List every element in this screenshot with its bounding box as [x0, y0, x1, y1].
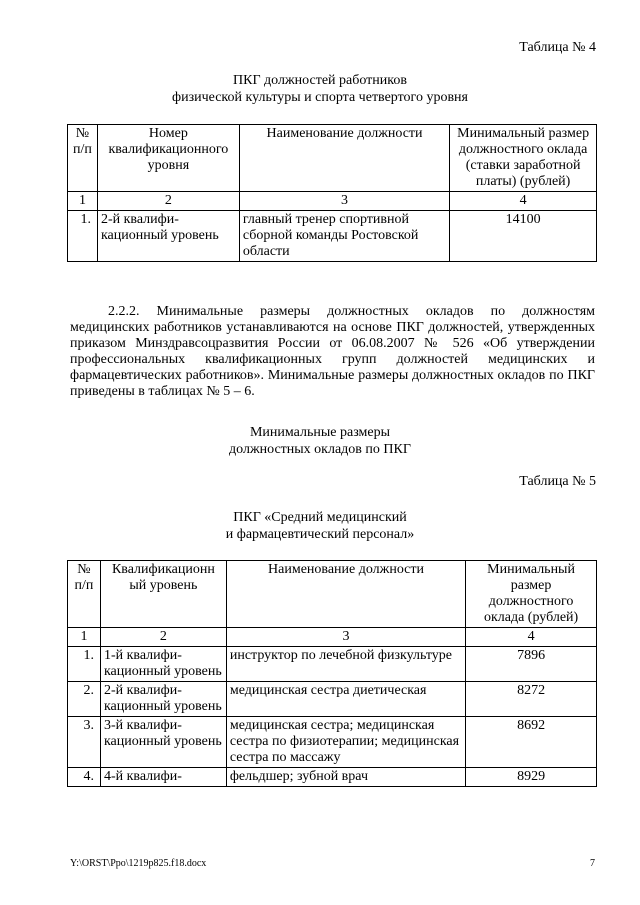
table5-header-salary: Минимальный размер должностного оклада (рублей): [466, 561, 597, 628]
row-level: 2-й квалифи-кационный уровень: [100, 682, 226, 717]
section-heading-line2: должностных окладов по ПКГ: [229, 442, 411, 457]
table5-title-line1: ПКГ «Средний медицинский: [233, 510, 407, 525]
row-num: 4.: [68, 768, 101, 787]
row-level: 4-й квалифи-: [100, 768, 226, 787]
row-num: 1.: [68, 211, 98, 262]
table4-label: Таблица № 4: [519, 40, 596, 55]
table4-colnum-3: 3: [239, 192, 449, 211]
table4: [67, 124, 597, 262]
table-row: [68, 768, 597, 787]
table4-colnum-1: 1: [68, 192, 98, 211]
row-num: 1.: [68, 647, 101, 682]
row-level: 2-й квалифи-кационный уровень: [97, 211, 239, 262]
table4-header-num: № п/п: [68, 125, 98, 192]
table5-colnum-1: 1: [68, 628, 101, 647]
table5-title-line2: и фармацевтический персонал»: [225, 527, 415, 542]
section-heading-line1: Минимальные размеры: [249, 425, 391, 440]
table-row: [68, 717, 597, 768]
table5-header-num: № п/п: [68, 561, 101, 628]
table5-colnum-3: 3: [226, 628, 465, 647]
row-salary: 8929: [466, 768, 597, 787]
row-salary: 7896: [466, 647, 597, 682]
table4-title-line1: ПКГ должностей работников: [233, 73, 407, 88]
footer-file-path: Y:\ORST\Ppo\1219p825.f18.docx: [70, 858, 207, 869]
table5-header-level: Квалификационн ый уровень: [100, 561, 226, 628]
table5-header-position: Наименование должности: [226, 561, 465, 628]
footer-page-number: 7: [590, 858, 595, 869]
table-row: [68, 647, 597, 682]
table5-label: Таблица № 5: [519, 474, 596, 489]
row-num: 3.: [68, 717, 101, 768]
row-salary: 8272: [466, 682, 597, 717]
table4-header-position: Наименование должности: [239, 125, 449, 192]
table5: [67, 560, 597, 787]
table-row: [68, 211, 597, 262]
table4-header-row: [68, 125, 597, 192]
table5-title: [0, 509, 640, 543]
table4-header-level: Номер квалификационного уровня: [97, 125, 239, 192]
row-salary: 14100: [450, 211, 597, 262]
table4-colnum-2: 2: [97, 192, 239, 211]
table5-header-row: [68, 561, 597, 628]
section-heading: [0, 424, 640, 458]
table5-colnum-2: 2: [100, 628, 226, 647]
row-level: 3-й квалифи-кационный уровень: [100, 717, 226, 768]
table5-colnum-4: 4: [466, 628, 597, 647]
table4-header-salary: Минимальный размер должностного оклада (ставки заработной платы) (рублей): [450, 125, 597, 192]
row-position: главный тренер спортивной сборной команды Ростовской области: [239, 211, 449, 262]
row-position: медицинская сестра; медицинская сестра по физиотерапии; медицинская сестра по массажу: [226, 717, 465, 768]
row-salary: 8692: [466, 717, 597, 768]
table4-colnum-row: [68, 192, 597, 211]
table5-colnum-row: [68, 628, 597, 647]
table-row: [68, 682, 597, 717]
row-num: 2.: [68, 682, 101, 717]
row-position: фельдшер; зубной врач: [226, 768, 465, 787]
row-position: инструктор по лечебной физкультуре: [226, 647, 465, 682]
row-level: 1-й квалифи-кационный уровень: [100, 647, 226, 682]
table4-title-line2: физической культуры и спорта четвертого уровня: [172, 90, 468, 105]
table4-colnum-4: 4: [450, 192, 597, 211]
row-position: медицинская сестра диетическая: [226, 682, 465, 717]
table4-title: [0, 72, 640, 106]
body-paragraph: 2.2.2. Минимальные размеры должностных окладов по должностям медицинских работников устанавливаются на основе ПКГ должностей, утвержденных приказом Минздравсоцразвития России от 06.08.2007 № 526 «Об утверждении профессиональных квалификационных групп должностей медицинских и фармацевтических работников». Минимальные размеры должностных окладов по ПКГ приведены в таблицах № 5 – 6.: [70, 304, 595, 399]
